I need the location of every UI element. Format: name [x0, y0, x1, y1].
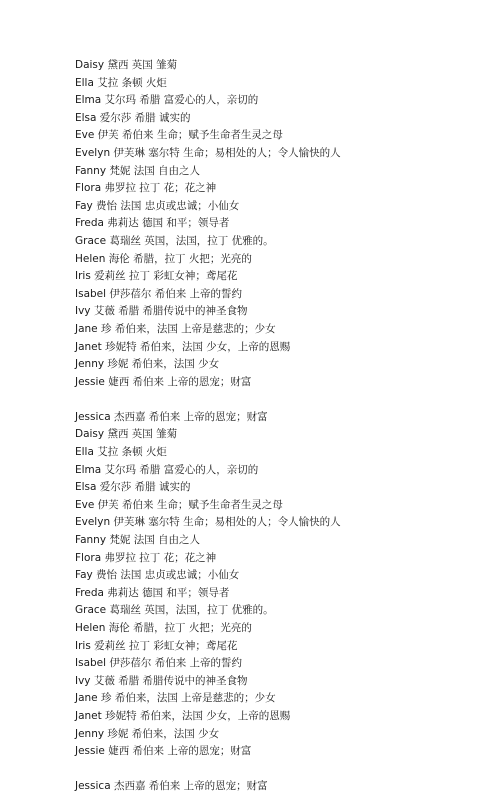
- name-entry: Ivy 艾薇 希腊 希腊传说中的神圣食物: [75, 674, 248, 687]
- paragraph-gap: [75, 391, 475, 409]
- name-entry: Elsa 爱尔莎 希腊 诚实的: [75, 111, 191, 124]
- name-entry: Fay 费怡 法国 忠贞或忠诚；小仙女: [75, 199, 240, 212]
- name-entry: Evelyn 伊芙琳 塞尔特 生命；易相处的人；令人愉快的人: [75, 146, 341, 159]
- document-page: [75, 57, 475, 796]
- name-entry: Janet 珍妮特 希伯来，法国 少女，上帝的恩赐: [75, 340, 291, 353]
- name-entry: Grace 葛瑞丝 英国，法国，拉丁 优雅的。: [75, 234, 274, 247]
- name-entry: Ella 艾拉 条顿 火炬: [75, 76, 167, 89]
- name-entry: Isabel 伊莎蓓尔 希伯来 上帝的誓约: [75, 287, 243, 300]
- name-entry: Flora 弗罗拉 拉丁 花；花之神: [75, 182, 217, 195]
- name-entry: Evelyn 伊芙琳 塞尔特 生命；易相处的人；令人愉快的人: [75, 516, 341, 529]
- name-entry: Eve 伊芙 希伯来 生命；赋予生命者生灵之母: [75, 498, 283, 511]
- name-list-block-1: [75, 57, 475, 391]
- name-entry: Ivy 艾薇 希腊 希腊传说中的神圣食物: [75, 305, 248, 318]
- paragraph-gap: [75, 761, 475, 779]
- name-entry: Jessie 婕西 希伯来 上帝的恩宠；财富: [75, 375, 252, 388]
- name-entry: Fanny 梵妮 法国 自由之人: [75, 534, 201, 547]
- name-entry: Daisy 黛西 英国 雏菊: [75, 428, 178, 441]
- name-entry: Daisy 黛西 英国 雏菊: [75, 59, 178, 71]
- name-entry: Elma 艾尔玛 希腊 富爱心的人，亲切的: [75, 94, 259, 107]
- name-entry: Ella 艾拉 条顿 火炬: [75, 446, 167, 459]
- name-entry: Iris 爱莉丝 拉丁 彩虹女神；鸢尾花: [75, 270, 238, 283]
- name-entry: Janet 珍妮特 希伯来，法国 少女，上帝的恩赐: [75, 709, 291, 722]
- name-entry: Jessica 杰西嘉 希伯来 上帝的恩宠；财富: [75, 410, 268, 423]
- name-entry: Isabel 伊莎蓓尔 希伯来 上帝的誓约: [75, 657, 243, 670]
- name-entry: Jessie 婕西 希伯来 上帝的恩宠；财富: [75, 745, 252, 758]
- name-entry: Jessica 杰西嘉 希伯来 上帝的恩宠；财富: [75, 780, 268, 793]
- name-entry: Helen 海伦 希腊，拉丁 火把；光亮的: [75, 622, 252, 634]
- name-entry: Eve 伊芙 希伯来 生命；赋予生命者生灵之母: [75, 129, 283, 142]
- name-entry: Elma 艾尔玛 希腊 富爱心的人，亲切的: [75, 463, 259, 476]
- name-entry: Jenny 珍妮 希伯来，法国 少女: [75, 727, 220, 740]
- name-entry: Freda 弗莉达 德国 和平；领导者: [75, 586, 230, 599]
- name-entry: Jane 珍 希伯来，法国 上帝是慈悲的；少女: [75, 692, 276, 705]
- name-entry: Jane 珍 希伯来，法国 上帝是慈悲的；少女: [75, 322, 276, 335]
- name-entry: Flora 弗罗拉 拉丁 花；花之神: [75, 551, 217, 564]
- name-entry: Elsa 爱尔莎 希腊 诚实的: [75, 481, 191, 494]
- name-entry: Grace 葛瑞丝 英国，法国，拉丁 优雅的。: [75, 604, 274, 617]
- name-entry: Iris 爱莉丝 拉丁 彩虹女神；鸢尾花: [75, 639, 238, 652]
- name-list-block-3: [75, 778, 475, 796]
- name-entry: Fay 费怡 法国 忠贞或忠诚；小仙女: [75, 569, 240, 582]
- name-entry: Jenny 珍妮 希伯来，法国 少女: [75, 358, 220, 371]
- name-entry: Fanny 梵妮 法国 自由之人: [75, 164, 201, 177]
- name-entry: Helen 海伦 希腊，拉丁 火把；光亮的: [75, 252, 252, 265]
- name-entry: Freda 弗莉达 德国 和平；领导者: [75, 217, 230, 230]
